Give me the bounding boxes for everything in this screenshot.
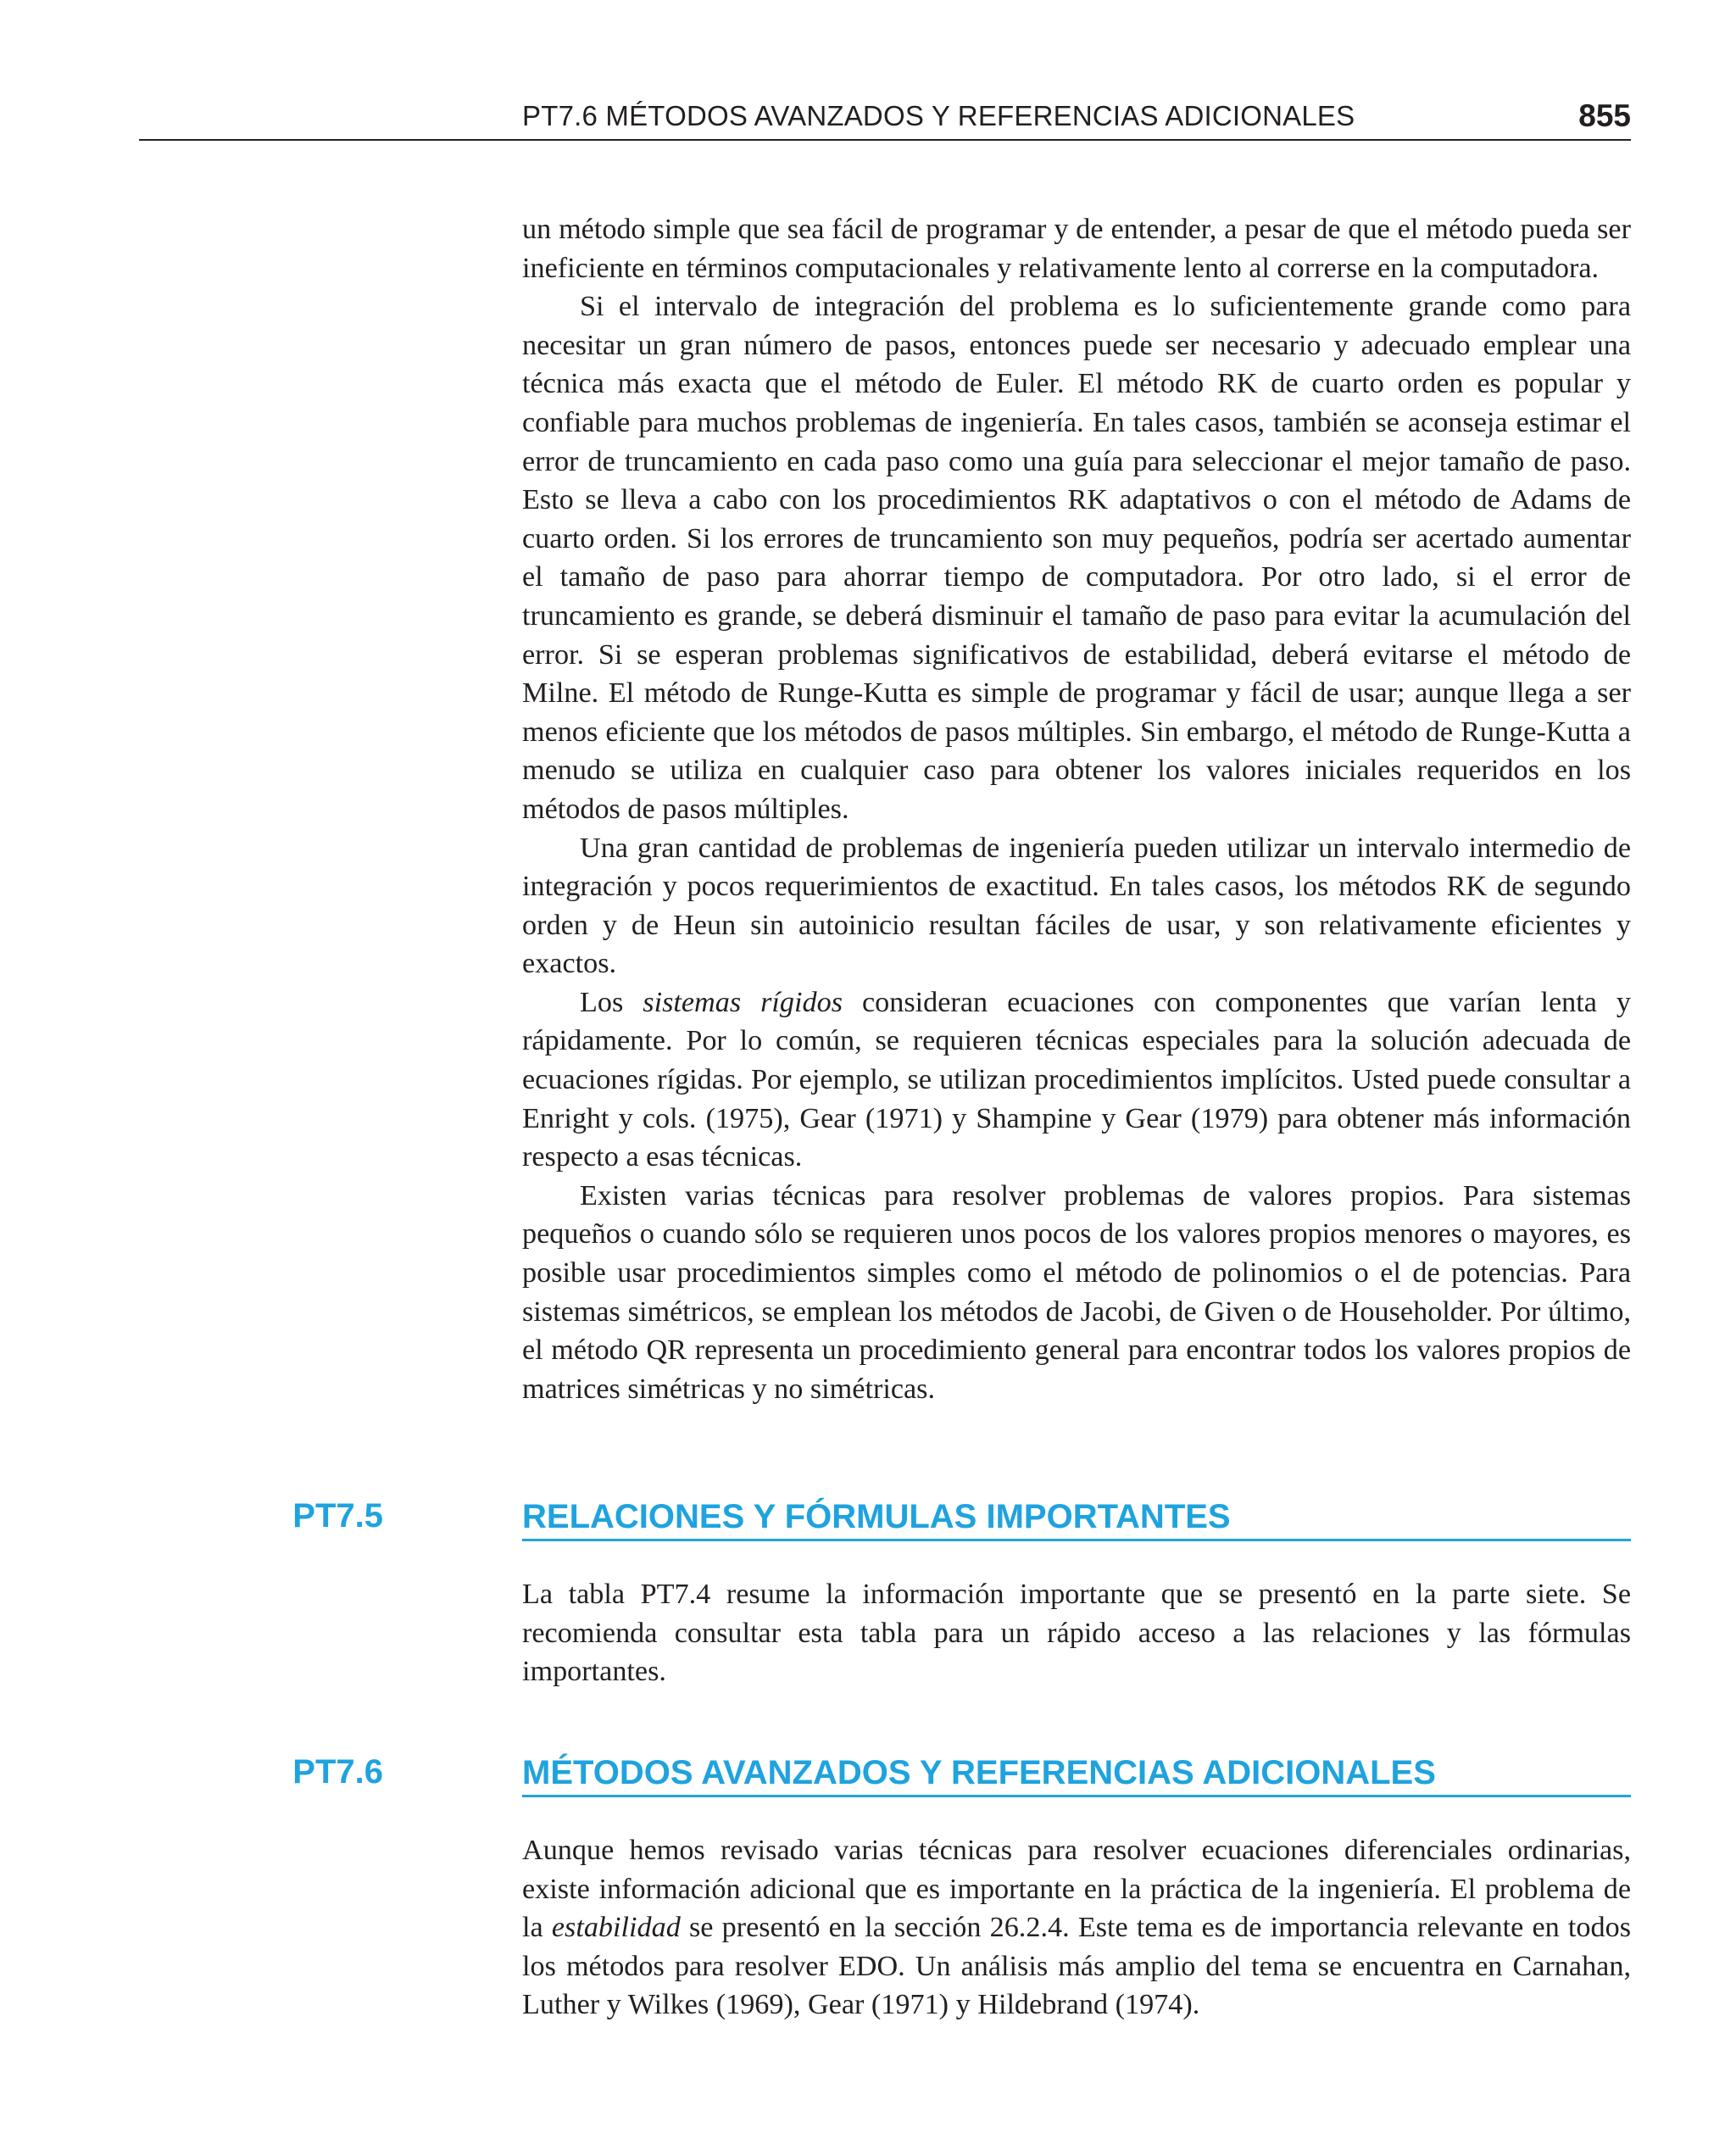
paragraph-table-summary: La tabla PT7.4 resume la información importante que se presentó en la parte siete. Se recomienda consultar esta tabla para un rápido acceso a las relaciones y las fórmulas importantes. xyxy=(522,1579,1631,1688)
running-header xyxy=(139,98,1631,141)
section-number: PT7.5 xyxy=(292,1497,383,1535)
paragraph-stiff-systems xyxy=(522,983,1631,1177)
paragraph-intermediate-interval: Una gran cantidad de problemas de ingeniería pueden utilizar un intervalo intermedio de integración y pocos requerimientos de exactitud. En tales casos, los métodos RK de segundo orden y de Heun sin autoinicio resultan fáciles de usar, y son relativamente eficientes y exactos. xyxy=(522,832,1631,980)
body-text-block xyxy=(522,210,1631,1408)
section-title: MÉTODOS AVANZADOS Y REFERENCIAS ADICIONALES xyxy=(522,1753,1631,1797)
advanced-text-before: Aunque hemos revisado varias técnicas para resolver ecuaciones diferenciales ordinarias, existe información adicional que es importante en la práctica de la ingeniería. El problema de la xyxy=(522,1835,1631,1944)
section-pt7-5-body xyxy=(522,1575,1631,1691)
advanced-text-after: se presentó en la sección 26.2.4. Este tema es de importancia relevante en todos los métodos para resolver EDO. Un análisis más amplio del tema se encuentra en Carnahan, Luther y Wilkes (1969), Gear (1971) y Hildebrand (1974). xyxy=(522,1912,1631,2021)
stiff-text-after: consideran ecuaciones con componentes que varían lenta y rápidamente. Por lo común, se requieren técnicas especiales para la solución adecuada de ecuaciones rígidas. Por ejemplo, se utilizan procedimientos implícitos. Usted puede consultar a Enright y cols. (1975), Gear (1971) y Shampine y Gear (1979) para obtener más información respecto a esas técnicas. xyxy=(522,986,1631,1173)
section-heading-pt7-5 xyxy=(139,1497,1631,1545)
section-number: PT7.6 xyxy=(292,1753,383,1791)
section-title: RELACIONES Y FÓRMULAS IMPORTANTES xyxy=(522,1497,1631,1541)
section-pt7-6-body xyxy=(522,1831,1631,2025)
stiff-text-before: Los xyxy=(580,986,643,1018)
section-heading-pt7-6 xyxy=(139,1753,1631,1801)
stability-term: estabilidad xyxy=(551,1912,681,1944)
paragraph-continuation: un método simple que sea fácil de programar y de entender, a pesar de que el método pueda ser ineficiente en términos computacionales y relativamente lento al correrse en la computadora. xyxy=(522,214,1631,284)
paragraph-eigenvalues: Existen varias técnicas para resolver problemas de valores propios. Para sistemas pequeños o cuando sólo se requieren unos pocos de los valores propios menores o mayores, es posible usar procedimientos simples como el método de polinomios o el de potencias. Para sistemas simétricos, se emplean los métodos de Jacobi, de Given o de Householder. Por último, el método QR representa un procedimiento general para encontrar todos los valores propios de matrices simétricas y no simétricas. xyxy=(522,1179,1631,1405)
running-title: PT7.6 MÉTODOS AVANZADOS Y REFERENCIAS ADICIONALES xyxy=(522,100,1355,131)
paragraph-advanced-methods xyxy=(522,1831,1631,2025)
paragraph-step-size: Si el intervalo de integración del problema es lo suficientemente grande como para necesitar un gran número de pasos, entonces puede ser necesario y adecuado emplear una técnica más exacta que el método de Euler. El método RK de cuarto orden es popular y confiable para muchos problemas de ingeniería. En tales casos, también se aconseja estimar el error de truncamiento en cada paso como una guía para seleccionar el mejor tamaño de paso. Esto se lleva a cabo con los procedimientos RK adaptativos o con el método de Adams de cuarto orden. Si los errores de truncamiento son muy pequeños, podría ser acertado aumentar el tamaño de paso para ahorrar tiempo de computadora. Por otro lado, si el error de truncamiento es grande, se deberá disminuir el tamaño de paso para evitar la acumulación del error. Si se esperan problemas significativos de estabilidad, deberá evitarse el método de Milne. El método de Runge-Kutta es simple de programar y fácil de usar; aunque llega a ser menos eficiente que los métodos de pasos múltiples. Sin embargo, el método de Runge-Kutta a menudo se utiliza en cualquier caso para obtener los valores iniciales requeridos en los métodos de pasos múltiples. xyxy=(522,291,1631,825)
page-number: 855 xyxy=(1578,98,1631,133)
stiff-systems-term: sistemas rígidos xyxy=(643,986,843,1018)
